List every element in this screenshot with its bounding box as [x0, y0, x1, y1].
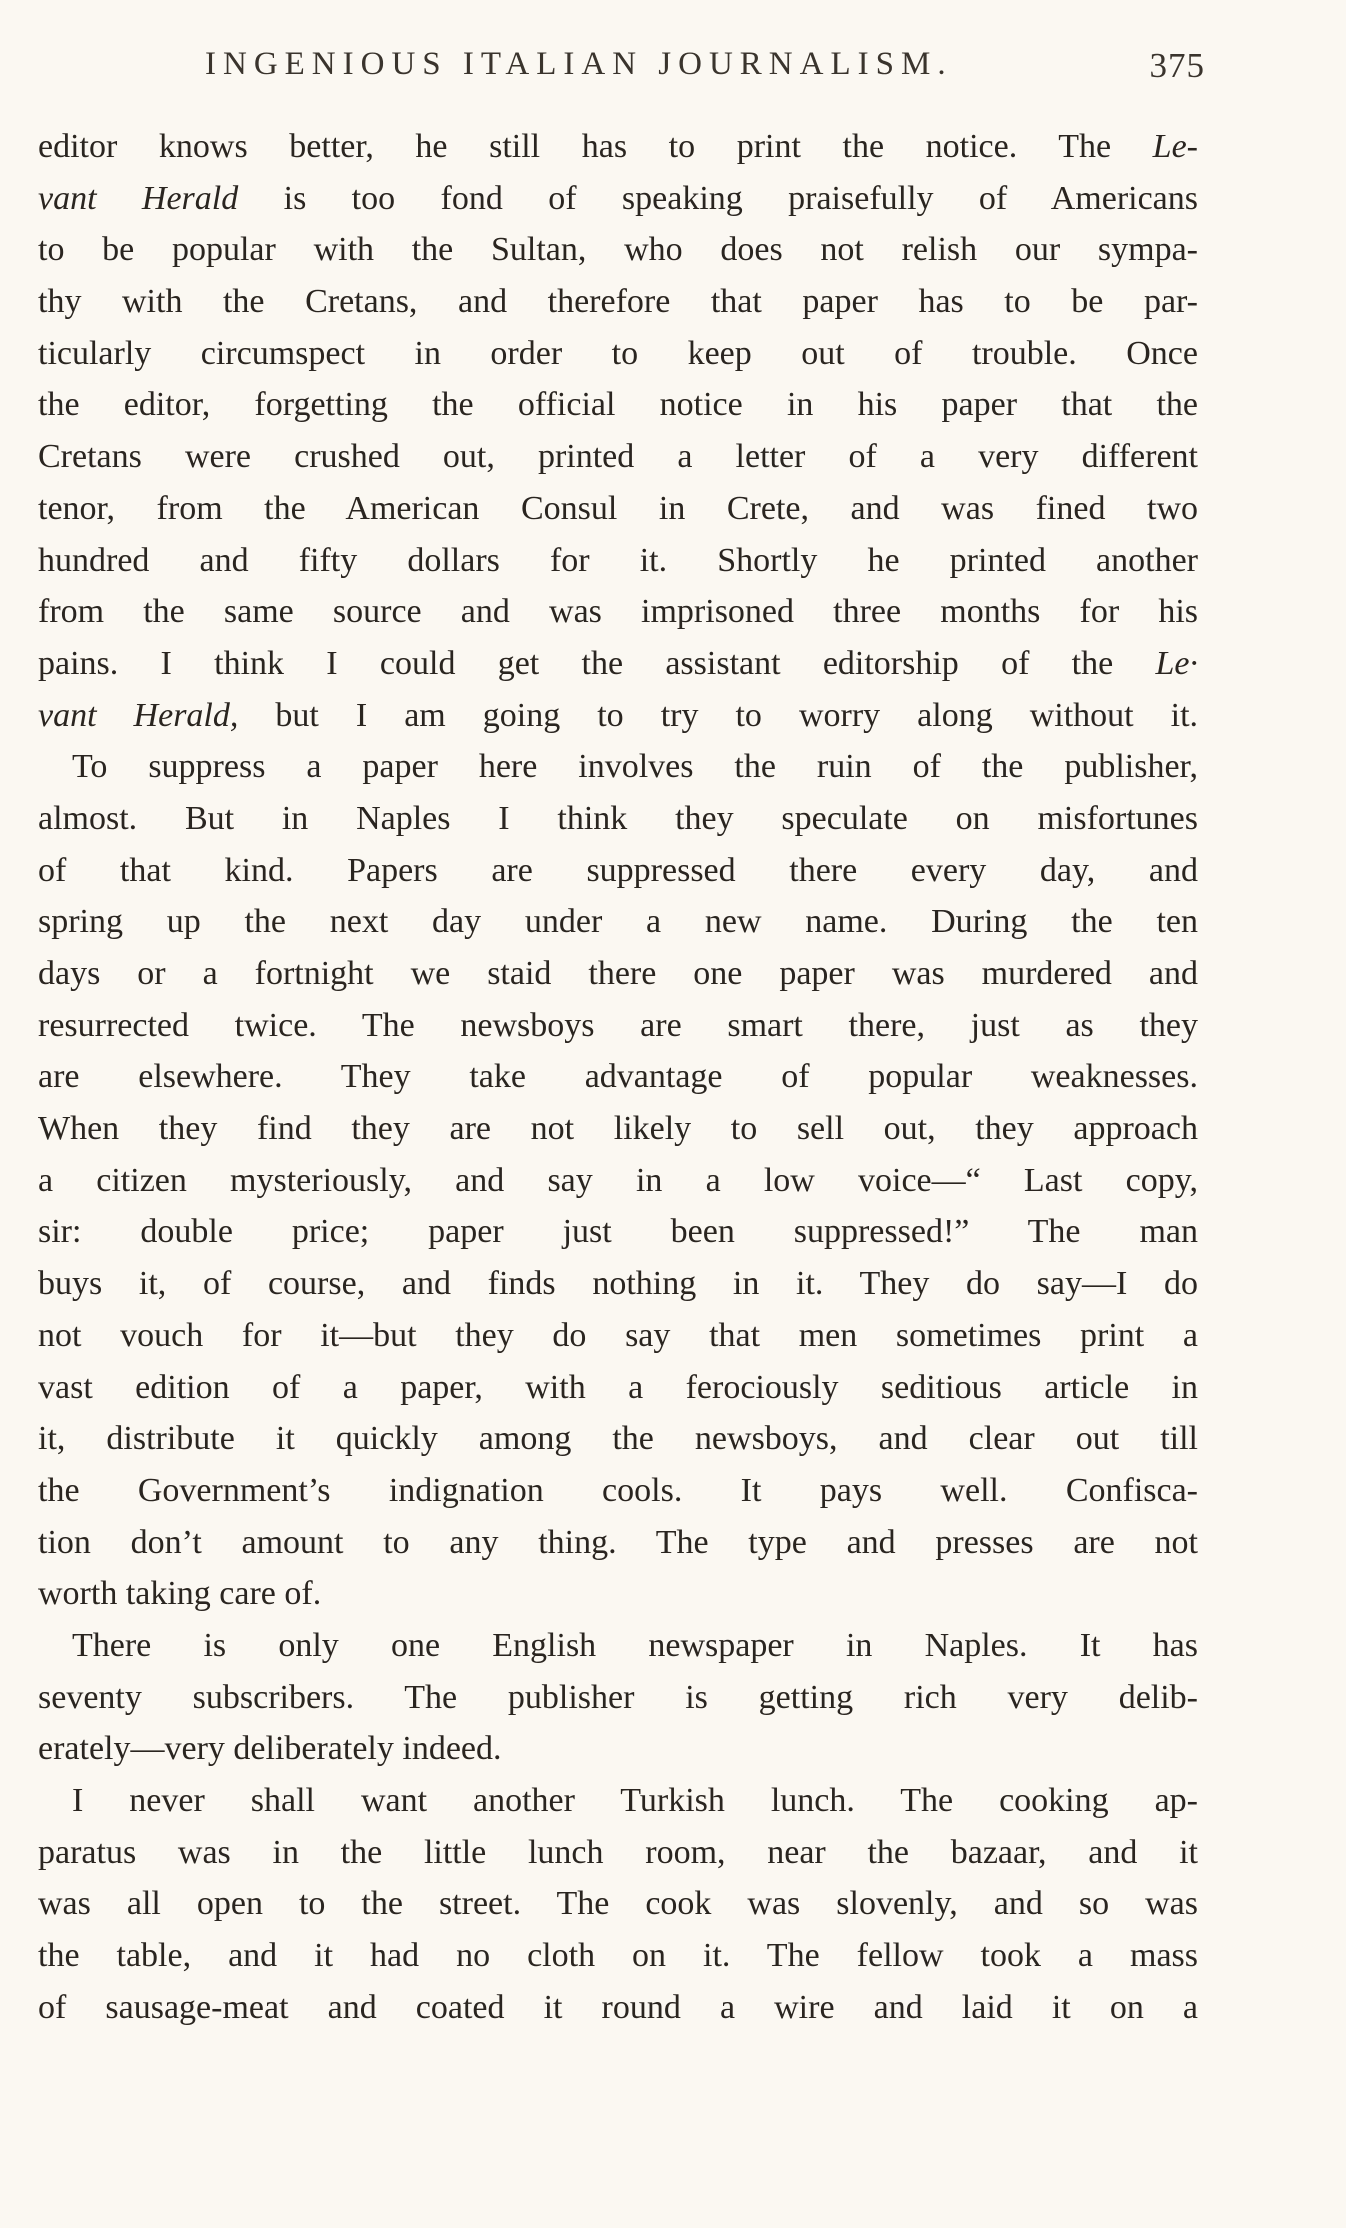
text-run: almost. But in Naples I think they speculate on misfortunes [38, 799, 1198, 837]
text-run: was all open to the street. The cook was slovenly, and so was [38, 1885, 1198, 1923]
text-run: seventy subscribers. The publisher is getting rich very delib- [38, 1678, 1198, 1716]
text-line [38, 1155, 1198, 1207]
page-number: 375 [1149, 46, 1205, 85]
text-run: the Government’s indignation cools. It pays well. Confisca- [38, 1471, 1198, 1509]
text-line [38, 1620, 1198, 1672]
text-line [38, 845, 1198, 897]
text-line [38, 1775, 1198, 1827]
text-line [38, 690, 1198, 742]
text-run: tenor, from the American Consul in Crete, and was fined two [38, 489, 1198, 527]
text-run: thy with the Cretans, and therefore that paper has to be par- [38, 283, 1198, 321]
text-run: When they find they are not likely to sell out, they approach [38, 1110, 1198, 1148]
text-line [38, 638, 1198, 690]
text-line [38, 379, 1198, 431]
text-line [38, 1930, 1198, 1982]
text-line [38, 1465, 1198, 1517]
italic-text-run: vant Herald, [38, 696, 239, 734]
text-line [38, 1413, 1198, 1465]
text-run: spring up the next day under a new name. During the ten [38, 903, 1198, 941]
text-line [38, 1517, 1198, 1569]
text-run: is too fond of speaking praisefully of Americans [238, 179, 1198, 217]
text-line [38, 1206, 1198, 1258]
text-run: vast edition of a paper, with a ferociously seditious article in [38, 1368, 1198, 1406]
text-run: resurrected twice. The newsboys are smart there, just as they [38, 1006, 1198, 1044]
text-line [38, 793, 1198, 845]
text-run: a citizen mysteriously, and say in a low voice—“ Last copy, [38, 1161, 1198, 1199]
text-run: To suppress a paper here involves the ruin of the publisher, [72, 748, 1198, 786]
text-line [38, 1362, 1198, 1414]
text-line [38, 1878, 1198, 1930]
text-run: it, distribute it quickly among the newsboys, and clear out till [38, 1420, 1198, 1458]
text-line [38, 1000, 1198, 1052]
text-line [38, 224, 1198, 276]
text-run: paratus was in the little lunch room, near the bazaar, and it [38, 1833, 1198, 1871]
text-run: Cretans were crushed out, printed a letter of a very different [38, 438, 1198, 476]
text-run: not vouch for it—but they do say that men sometimes print a [38, 1316, 1198, 1354]
text-line [38, 896, 1198, 948]
text-run: worth taking care of. [38, 1575, 322, 1613]
text-run: days or a fortnight we staid there one paper was murdered and [38, 955, 1198, 992]
text-line [38, 535, 1198, 587]
italic-text-run: vant Herald [38, 179, 239, 217]
text-run: hundred and fifty dollars for it. Shortly he printed another [38, 541, 1198, 579]
text-run: tion don’t amount to any thing. The type and presses are not [38, 1523, 1198, 1561]
text-line [38, 1672, 1198, 1724]
text-line [38, 121, 1198, 173]
text-body [38, 121, 1198, 2033]
text-run: I never shall want another Turkish lunch. The cooking ap- [72, 1782, 1198, 1819]
text-run: sir: double price; paper just been suppressed!” The man [38, 1213, 1198, 1251]
text-line [38, 1827, 1198, 1879]
text-run: editor knows better, he still has to print the notice. The [38, 128, 1153, 165]
text-line [38, 948, 1198, 1000]
text-line [38, 173, 1198, 225]
italic-text-run: Le· [1155, 644, 1198, 682]
text-run: of sausage-meat and coated it round a wire and laid it on a [38, 1988, 1198, 2026]
text-line [38, 1723, 1198, 1775]
text-run: from the same source and was imprisoned three months for his [38, 593, 1198, 631]
text-line [38, 586, 1198, 638]
text-line [38, 1568, 1198, 1620]
text-line [38, 328, 1198, 380]
text-line [38, 276, 1198, 328]
text-run: the editor, forgetting the official notice in his paper that the [38, 386, 1198, 424]
text-line [38, 741, 1198, 793]
text-run: of that kind. Papers are suppressed there every day, and [38, 851, 1198, 889]
text-line [38, 483, 1198, 535]
text-run: buys it, of course, and finds nothing in it. They do say—I do [38, 1265, 1198, 1303]
text-line [38, 1310, 1198, 1362]
text-run: are elsewhere. They take advantage of popular weaknesses. [38, 1058, 1198, 1096]
text-line [38, 1258, 1198, 1310]
text-run: but I am going to try to worry along without it. [238, 696, 1198, 734]
text-line [38, 431, 1198, 483]
text-run: the table, and it had no cloth on it. The fellow took a mass [38, 1937, 1198, 1975]
text-run: ticularly circumspect in order to keep out of trouble. Once [38, 334, 1198, 372]
text-run: erately—very deliberately indeed. [38, 1730, 502, 1768]
italic-text-run: Le- [1152, 128, 1198, 165]
running-head [205, 46, 1205, 96]
text-line [38, 1103, 1198, 1155]
text-line [38, 1051, 1198, 1103]
text-run: pains. I think I could get the assistant editorship of the [38, 644, 1156, 682]
text-run: There is only one English newspaper in Naples. It has [72, 1626, 1198, 1664]
running-title: INGENIOUS ITALIAN JOURNALISM. [205, 46, 953, 82]
text-line [38, 1982, 1198, 2034]
text-run: to be popular with the Sultan, who does not relish our sympa- [38, 231, 1198, 269]
